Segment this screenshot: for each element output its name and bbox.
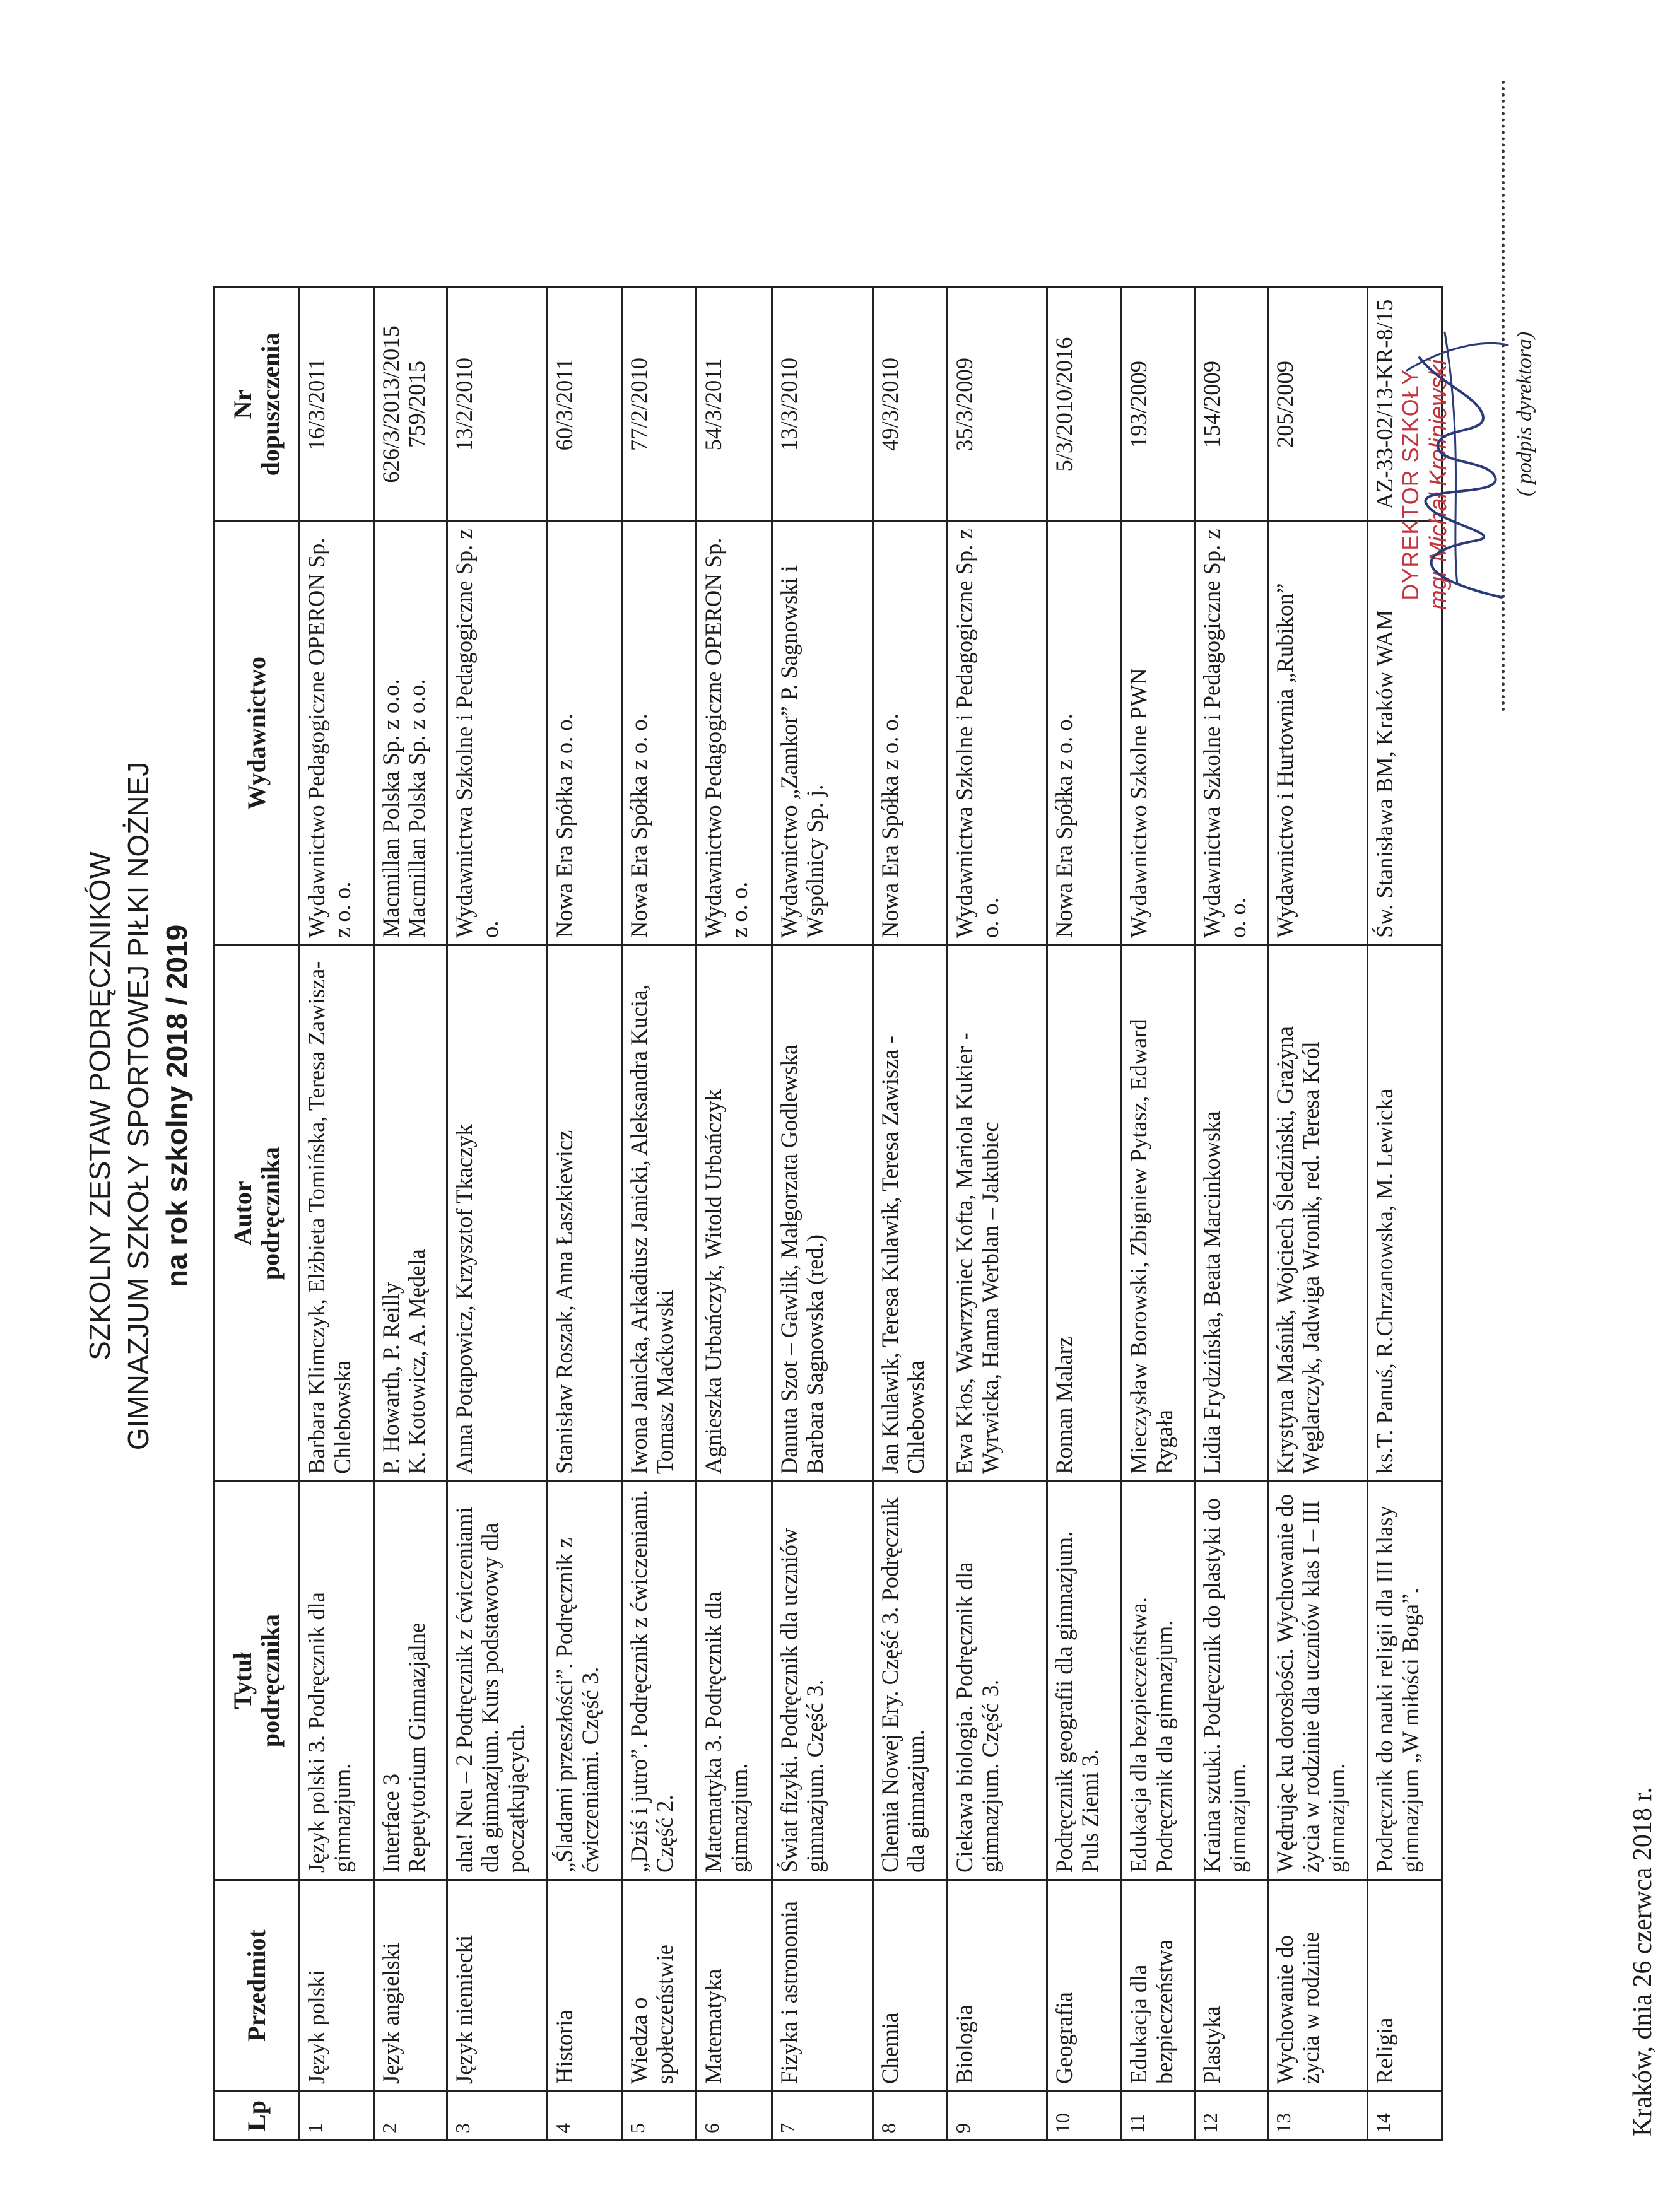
cell-tytul: Interface 3 Repetytorium Gimnazjalne <box>374 1482 447 1880</box>
cell-tytul: Ciekawa biologia. Podręcznik dla gimnazjum. Część 3. <box>948 1482 1047 1880</box>
document-title: SZKOLNY ZESTAW PODRĘCZNIKÓW <box>83 851 116 1361</box>
cell-wydawnictwo: Św. Stanisława BM, Kraków WAM <box>1368 522 1442 945</box>
cell-lp: 2 <box>374 2092 447 2141</box>
cell-lp: 5 <box>622 2092 697 2141</box>
school-name: GIMNAZJUM SZKOŁY SPORTOWEJ PIŁKI NOŻNEJ <box>122 761 155 1451</box>
cell-tytul: Podręcznik do nauki religii dla III klasy gimnazjum „W miłości Boga”. <box>1368 1482 1442 1880</box>
cell-lp: 10 <box>1047 2092 1122 2141</box>
cell-autor: Anna Potapowicz, Krzysztof Tkaczyk <box>447 945 548 1482</box>
cell-lp: 12 <box>1195 2092 1268 2141</box>
cell-wydawnictwo: Nowa Era Spółka z o. o. <box>873 522 948 945</box>
cell-lp: 13 <box>1268 2092 1368 2141</box>
cell-lp: 14 <box>1368 2092 1442 2141</box>
cell-lp: 1 <box>300 2092 374 2141</box>
cell-wydawnictwo: Nowa Era Spółka z o. o. <box>622 522 697 945</box>
cell-nr: 35/3/2009 <box>948 288 1047 522</box>
table-row <box>772 288 873 2141</box>
document-date: Kraków, dnia 26 czerwca 2018 r. <box>1628 1787 1657 2136</box>
cell-przedmiot: Język angielski <box>374 1880 447 2092</box>
table-row <box>873 288 948 2141</box>
column-header-nr <box>215 288 300 522</box>
signature-caption: ( podpis dyrektora) <box>1513 331 1536 496</box>
cell-autor: ks.T. Panuś, R.Chrzanowska, M. Lewicka <box>1368 945 1442 1482</box>
cell-przedmiot: Matematyka <box>697 1880 772 2092</box>
table-row <box>300 288 374 2141</box>
table-row <box>548 288 622 2141</box>
column-header-wydawnictwo: Wydawnictwo <box>215 522 300 945</box>
column-header-tytul <box>215 1482 300 1880</box>
cell-lp: 11 <box>1122 2092 1195 2141</box>
cell-autor: Ewa Kłos, Wawrzyniec Kofta, Mariola Kukier - Wyrwicka, Hanna Werblan – Jakubiec <box>948 945 1047 1482</box>
table-header-row <box>215 288 300 2141</box>
cell-przedmiot: Religia <box>1368 1880 1442 2092</box>
cell-przedmiot: Chemia <box>873 1880 948 2092</box>
cell-tytul: Język polski 3. Podręcznik dla gimnazjum. <box>300 1482 374 1880</box>
cell-lp: 8 <box>873 2092 948 2141</box>
cell-przedmiot: Język polski <box>300 1880 374 2092</box>
column-header-tytul-label: Tytuł podręcznika <box>228 1613 285 1748</box>
cell-tytul: Edukacja dla bezpieczeństwa. Podręcznik dla gimnazjum. <box>1122 1482 1195 1880</box>
cell-tytul: Chemia Nowej Ery. Część 3. Podręcznik dla gimnazjum. <box>873 1482 948 1880</box>
cell-przedmiot: Biologia <box>948 1880 1047 2092</box>
table-row <box>447 288 548 2141</box>
cell-wydawnictwo: Wydawnictwo i Hurtownia „Rubikon” <box>1268 522 1368 945</box>
cell-przedmiot: Wiedza o społeczeństwie <box>622 1880 697 2092</box>
cell-tytul: „Dziś i jutro”. Podręcznik z ćwiczeniami. Część 2. <box>622 1482 697 1880</box>
cell-wydawnictwo: Wydawnictwa Szkolne i Pedagogiczne Sp. z o. o. <box>1195 522 1268 945</box>
cell-autor: Stanisław Roszak, Anna Łaszkiewicz <box>548 945 622 1482</box>
table-row <box>1195 288 1268 2141</box>
cell-wydawnictwo: Wydawnictwo Szkolne PWN <box>1122 522 1195 945</box>
table-row <box>697 288 772 2141</box>
table-row <box>374 288 447 2141</box>
cell-nr: 60/3/2011 <box>548 288 622 522</box>
textbook-table <box>213 286 1443 2141</box>
cell-lp: 9 <box>948 2092 1047 2141</box>
cell-autor: Agnieszka Urbańczyk, Witold Urbańczyk <box>697 945 772 1482</box>
table-row <box>1268 288 1368 2141</box>
cell-wydawnictwo: Nowa Era Spółka z o. o. <box>1047 522 1122 945</box>
cell-nr: AZ-33-02/13-KR-8/15 <box>1368 288 1442 522</box>
cell-nr: 5/3/2010/2016 <box>1047 288 1122 522</box>
school-year: na rok szkolny 2018 / 2019 <box>160 924 193 1288</box>
cell-przedmiot: Wychowanie do życia w rodzinie <box>1268 1880 1368 2092</box>
cell-przedmiot: Język niemiecki <box>447 1880 548 2092</box>
cell-wydawnictwo: Wydawnictwo „Zamkor” P. Sagnowski i Wspólnicy Sp. j. <box>772 522 873 945</box>
table-row <box>1122 288 1195 2141</box>
cell-wydawnictwo: Nowa Era Spółka z o. o. <box>548 522 622 945</box>
cell-tytul: „Śladami przeszłości”. Podręcznik z ćwiczeniami. Część 3. <box>548 1482 622 1880</box>
table-body <box>300 288 1442 2141</box>
cell-autor: P. Howarth, P. Reilly K. Kotowicz, A. Mędela <box>374 945 447 1482</box>
cell-autor: Lidia Frydzińska, Beata Marcinkowska <box>1195 945 1268 1482</box>
cell-autor: Barbara Klimczyk, Elżbieta Tomińska, Teresa Zawisza-Chlebowska <box>300 945 374 1482</box>
cell-przedmiot: Fizyka i astronomia <box>772 1880 873 2092</box>
table-row <box>1047 288 1122 2141</box>
cell-lp: 7 <box>772 2092 873 2141</box>
cell-wydawnictwo: Wydawnictwo Pedagogiczne OPERON Sp. z o. o. <box>697 522 772 945</box>
cell-tytul: Kraina sztuki. Podręcznik do plastyki do gimnazjum. <box>1195 1482 1268 1880</box>
table-row <box>622 288 697 2141</box>
cell-wydawnictwo: Wydawnictwo Pedagogiczne OPERON Sp. z o. o. <box>300 522 374 945</box>
cell-tytul: Matematyka 3. Podręcznik dla gimnazjum. <box>697 1482 772 1880</box>
cell-autor: Krystyna Maśnik, Wojciech Śledziński, Grażyna Węglarczyk, Jadwiga Wronik, red. Teresa Król <box>1268 945 1368 1482</box>
handwritten-signature <box>1382 320 1533 623</box>
cell-nr: 154/2009 <box>1195 288 1268 522</box>
cell-tytul: Wędrując ku dorosłości. Wychowanie do życia w rodzinie dla uczniów klas I – III gimnazjum. <box>1268 1482 1368 1880</box>
cell-nr: 626/3/2013/2015 759/2015 <box>374 288 447 522</box>
column-header-autor <box>215 945 300 1482</box>
stamp-name: mgr Michał Kroliniewski <box>1425 360 1452 610</box>
cell-autor: Mieczysław Borowski, Zbigniew Pytasz, Edward Rygała <box>1122 945 1195 1482</box>
column-header-lp: Lp <box>215 2092 300 2141</box>
cell-lp: 3 <box>447 2092 548 2141</box>
column-header-autor-label: Autor podręcznika <box>228 1146 285 1280</box>
cell-nr: 77/2/2010 <box>622 288 697 522</box>
cell-nr: 54/3/2011 <box>697 288 772 522</box>
cell-wydawnictwo: Wydawnictwa Szkolne i Pedagogiczne Sp. z o. o. <box>948 522 1047 945</box>
table-row <box>948 288 1047 2141</box>
cell-lp: 4 <box>548 2092 622 2141</box>
cell-autor: Jan Kulawik, Teresa Kulawik, Teresa Zawisza - Chlebowska <box>873 945 948 1482</box>
cell-autor: Roman Malarz <box>1047 945 1122 1482</box>
cell-autor: Danuta Szot – Gawlik, Małgorzata Godlewska Barbara Sagnowska (red.) <box>772 945 873 1482</box>
cell-nr: 205/2009 <box>1268 288 1368 522</box>
cell-nr: 13/2/2010 <box>447 288 548 522</box>
column-header-przedmiot: Przedmiot <box>215 1880 300 2092</box>
cell-nr: 193/2009 <box>1122 288 1195 522</box>
cell-wydawnictwo: Wydawnictwa Szkolne i Pedagogiczne Sp. z o. <box>447 522 548 945</box>
cell-nr: 13/3/2010 <box>772 288 873 522</box>
column-header-nr-label: Nr dopuszczenia <box>228 332 285 476</box>
cell-tytul: Podręcznik geografii dla gimnazjum. Puls Ziemi 3. <box>1047 1482 1122 1880</box>
cell-wydawnictwo: Macmillan Polska Sp. z o.o. Macmillan Polska Sp. z o.o. <box>374 522 447 945</box>
cell-tytul: aha! Neu – 2 Podręcznik z ćwiczeniami dla gimnazjum. Kurs podstawowy dla początkujących. <box>447 1482 548 1880</box>
cell-przedmiot: Edukacja dla bezpieczeństwa <box>1122 1880 1195 2092</box>
cell-lp: 6 <box>697 2092 772 2141</box>
cell-nr: 49/3/2010 <box>873 288 948 522</box>
cell-przedmiot: Historia <box>548 1880 622 2092</box>
cell-autor: Iwona Janicka, Arkadiusz Janicki, Aleksandra Kucia, Tomasz Maćkowski <box>622 945 697 1482</box>
cell-nr: 16/3/2011 <box>300 288 374 522</box>
stamp-title: DYREKTOR SZKOŁY <box>1397 369 1423 600</box>
cell-przedmiot: Plastyka <box>1195 1880 1268 2092</box>
cell-tytul: Świat fizyki. Podręcznik dla uczniów gimnazjum. Część 3. <box>772 1482 873 1880</box>
cell-przedmiot: Geografia <box>1047 1880 1122 2092</box>
